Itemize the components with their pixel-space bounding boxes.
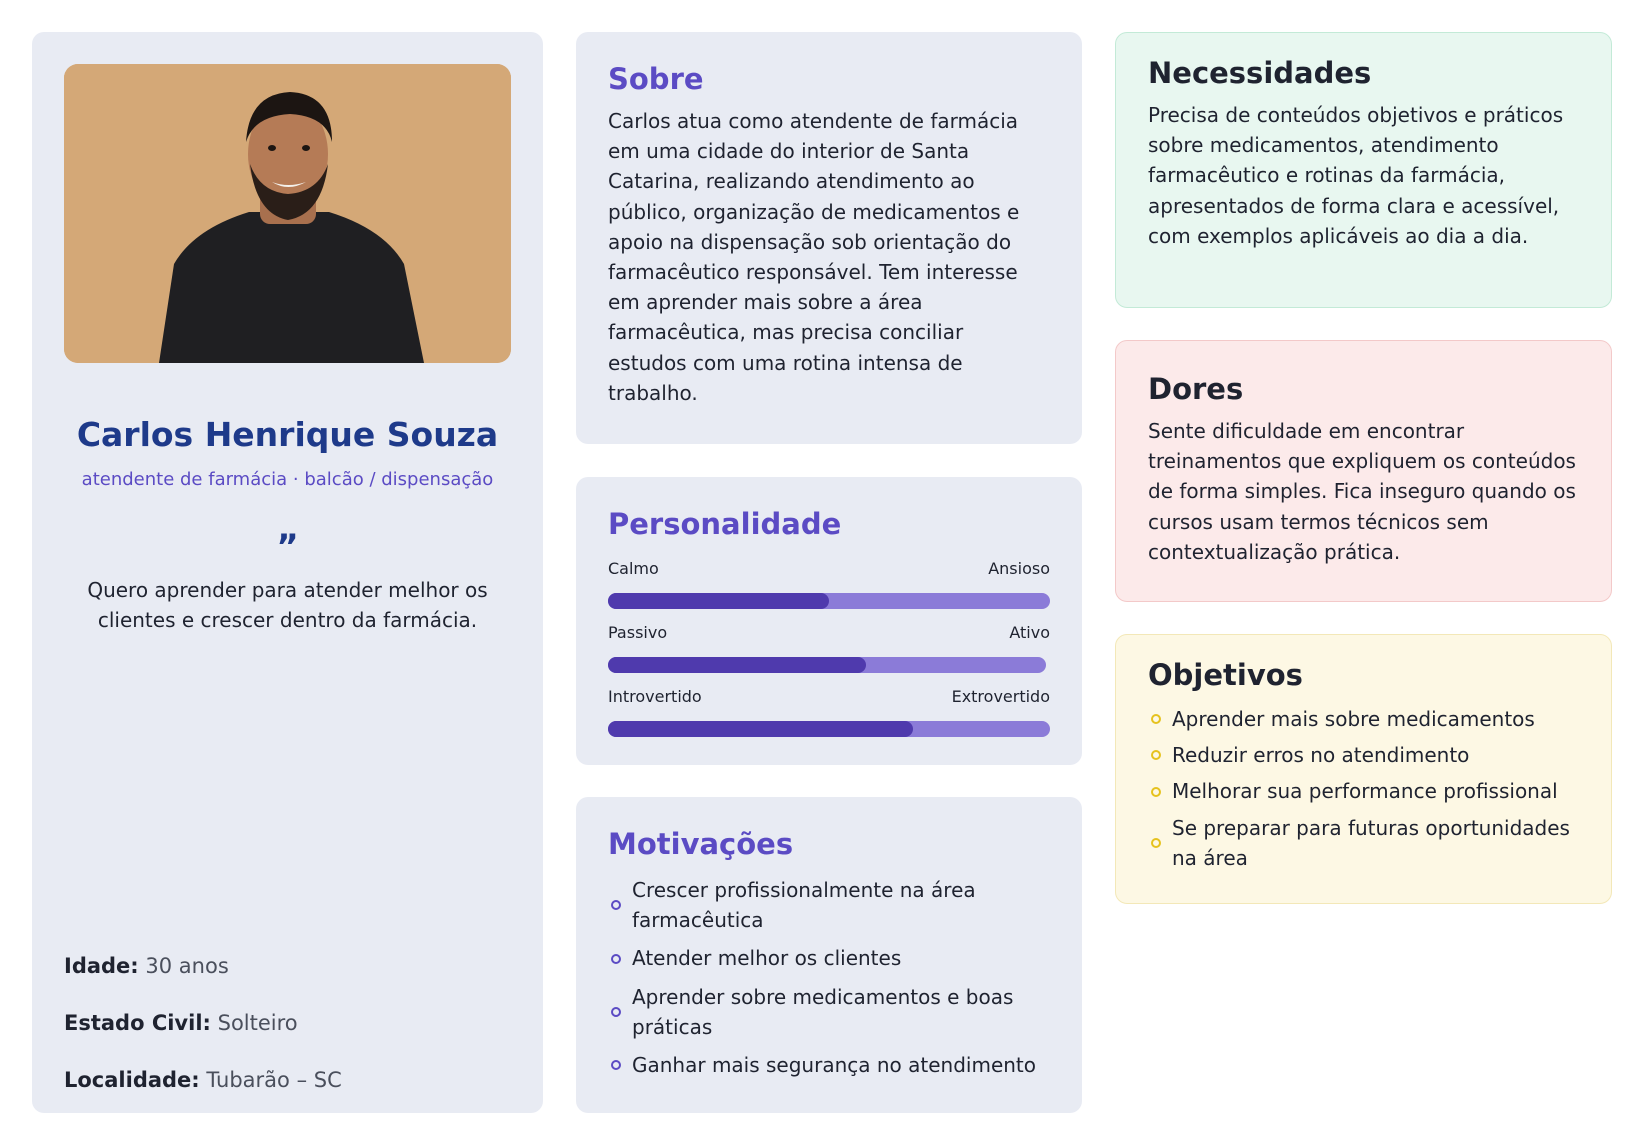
persona-facts [64,952,511,1123]
motivations-card [576,797,1082,1113]
trait-introvert-extrovert [608,687,1050,737]
trait-right-label: Ativo [1009,623,1050,642]
motivations-list [608,875,1058,1088]
list-item [608,943,1058,973]
fact-value: 30 anos [145,954,229,978]
pains-text: Sente dificuldade em encontrar treinamentos que expliquem os conteúdos de forma simples. Fica inseguro quando os cursos usam termos técnicos sem contextualização prática. [1148,419,1576,564]
fact-age [64,952,511,981]
bullet-icon [611,1007,621,1017]
trait-bar-fill [608,657,866,673]
fact-value: Tubarão – SC [206,1068,342,1092]
goals-list [1148,704,1588,879]
list-item-text: Crescer profissionalmente na área farmacêutica [632,878,976,933]
profile-photo [64,64,511,363]
list-item [1148,704,1588,734]
list-item-text: Aprender mais sobre medicamentos [1172,707,1535,731]
motivations-title: Motivações [608,827,794,861]
person-portrait-image [64,64,511,363]
trait-bar-fill [608,593,829,609]
fact-location [64,1066,511,1095]
goals-title: Objetivos [1148,658,1303,692]
list-item-text: Melhorar sua performance profissional [1172,779,1558,804]
list-item-text: Reduzir erros no atendimento [1172,743,1470,768]
list-item [608,982,1058,1042]
bullet-icon [1151,787,1161,797]
needs-title: Necessidades [1148,56,1372,90]
list-item-text: Ganhar mais segurança no atendimento [632,1053,1037,1078]
pains-title: Dores [1148,372,1244,406]
bullet-icon [1151,750,1161,760]
bullet-icon [1151,838,1161,848]
bullet-icon [611,900,621,910]
quote-icon: ” [276,527,299,567]
persona-name: Carlos Henrique Souza [76,415,499,454]
bullet-icon [611,1060,621,1070]
list-item [1148,776,1588,806]
list-item [608,1050,1058,1080]
needs-card [1115,32,1612,308]
trait-bar [608,657,1046,673]
list-item-text: Aprender sobre medicamentos e boas práticas [632,984,1014,1039]
about-card [576,32,1082,444]
trait-calm-anxious [608,559,1050,609]
needs-text: Precisa de conteúdos objetivos e práticos sobre medicamentos, atendimento farmacêutico e rotinas da farmácia, apresentados de forma clara e acessível, com exemplos aplicáveis ao dia a dia. [1148,103,1564,248]
list-item-text: Atender melhor os clientes [632,946,902,971]
persona-role: atendente de farmácia · balcão / dispensação [81,469,494,490]
profile-card [32,32,543,1113]
fact-value: Solteiro [217,1011,298,1035]
list-item [608,875,1058,935]
trait-left-label: Passivo [608,623,668,642]
list-item [1148,740,1588,770]
pains-card [1115,340,1612,602]
personality-card [576,477,1082,765]
personality-title: Personalidade [608,507,842,541]
trait-left-label: Calmo [608,559,659,578]
list-item [1148,813,1588,873]
about-title: Sobre [608,62,704,96]
trait-right-label: Ansioso [988,559,1050,578]
bullet-icon [1151,714,1161,724]
list-item-text: Se preparar para futuras oportunidades na área [1172,815,1570,870]
trait-right-label: Extrovertido [951,687,1050,706]
persona-quote: Quero aprender para atender melhor os clientes e crescer dentro da farmácia. [87,578,488,632]
fact-label: Idade: [64,954,139,978]
goals-card [1115,634,1612,904]
trait-bar-fill [608,721,913,737]
fact-label: Estado Civil: [64,1011,211,1035]
fact-marital-status [64,1009,511,1038]
trait-passive-active [608,623,1050,673]
trait-left-label: Introvertido [608,687,702,706]
trait-bar [608,721,1050,737]
bullet-icon [611,954,621,964]
trait-bar [608,593,1050,609]
about-text: Carlos atua como atendente de farmácia em uma cidade do interior de Santa Catarina, realizando atendimento ao público, organização de medicamentos e apoio na dispensação sob orientação do farmacêutico responsável. Tem interesse em aprender mais sobre a área farmacêutica, mas precisa conciliar estudos com uma rotina intensa de trabalho. [608,109,1020,405]
fact-label: Localidade: [64,1068,200,1092]
